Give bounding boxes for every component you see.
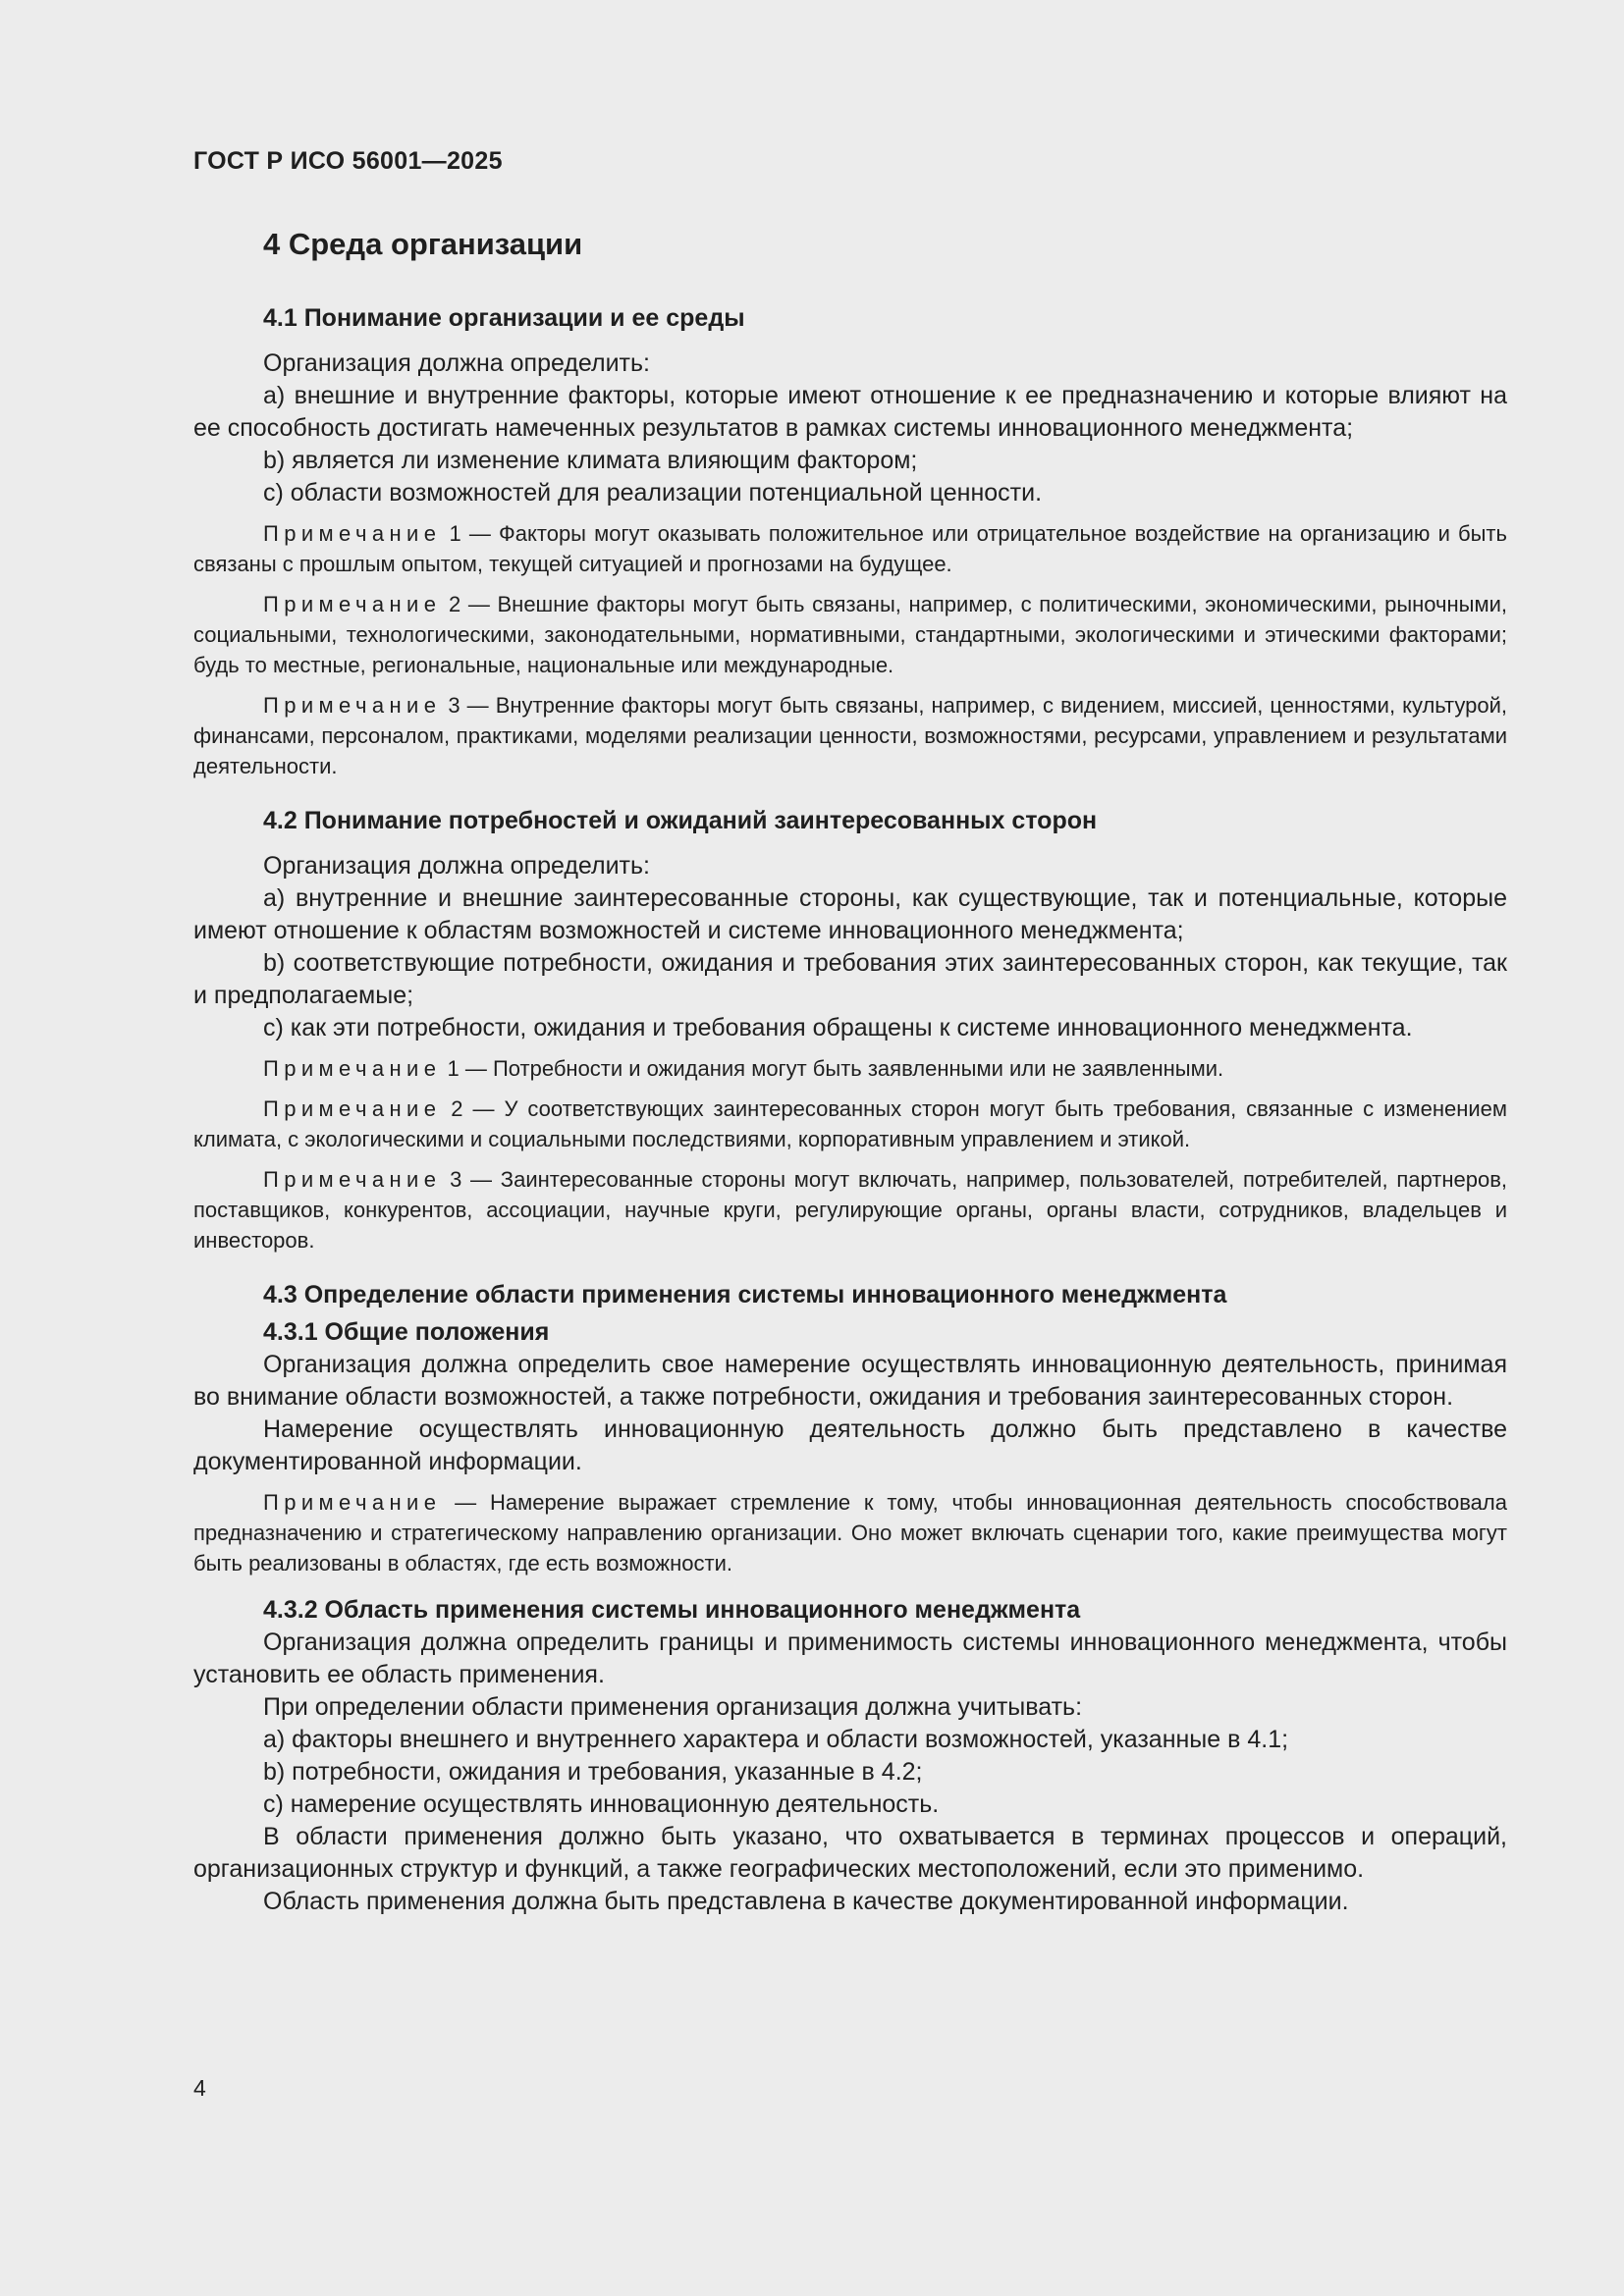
page-number: 4	[193, 2075, 206, 2101]
note-text: У соответствующих заинтересованных сторон могут быть требования, связанные с изменением климата, с экологическими и социальными последствиями, корпоративным управлением и этикой.	[193, 1096, 1507, 1151]
section-4-2-title: 4.2 Понимание потребностей и ожиданий заинтересованных сторон	[263, 807, 1098, 834]
note-label: Примечание	[263, 1096, 442, 1121]
section-4-3-2-para-4: Область применения должна быть представлена в качестве документированной информации.	[263, 1888, 1349, 1915]
note-number: 2	[451, 1096, 463, 1121]
section-4-3-1-para-1: Организация должна определить свое намерение осуществлять инновационную деятельность, принимая во внимание области возможностей, а также потребности, ожидания и требования заинтересованных сторон.	[193, 1351, 1507, 1411]
section-4-2-item-c: c) как эти потребности, ожидания и требования обращены к системе инновационного менеджмента.	[263, 1014, 1413, 1041]
section-4-3-title: 4.3 Определение области применения системы инновационного менеджмента	[263, 1281, 1227, 1308]
note-label: Примечание	[263, 1167, 442, 1192]
document-code-header: ГОСТ Р ИСО 56001—2025	[193, 147, 503, 175]
note-label: Примечание	[263, 521, 442, 546]
section-4-1-note-2: Примечание 2 — Внешние факторы могут быть связаны, например, с политическими, экономическими, рыночными, социальными, технологическими, законодательными, нормативными, стандартными, экологическими и этическими факторами; будь то местные, региональные, национальные или международные.	[193, 592, 1507, 677]
note-text: Внешние факторы могут быть связаны, например, с политическими, экономическими, рыночными, социальными, технологическими, законодательными, нормативными, стандартными, экологическими и этическими факторами; будь то местные, региональные, национальные или международные.	[193, 592, 1507, 677]
note-number: 2	[448, 592, 461, 616]
note-label: Примечание	[263, 1056, 442, 1081]
note-number: 3	[448, 693, 460, 718]
section-4-2-note-2: Примечание 2 — У соответствующих заинтересованных сторон могут быть требования, связанные с изменением климата, с экологическими и социальными последствиями, корпоративным управлением и этикой.	[193, 1096, 1507, 1151]
note-label: Примечание	[263, 693, 442, 718]
section-4-3-1-note	[193, 1487, 1507, 1578]
section-4-3-2-para-2: При определении области применения организация должна учитывать:	[263, 1693, 1083, 1721]
note-text: Внутренние факторы могут быть связаны, например, с видением, миссией, ценностями, культурой, финансами, персоналом, практиками, моделями реализации ценности, возможностями, ресурсами, управлением и результатами деятельности.	[193, 693, 1507, 778]
note-number: 3	[450, 1167, 462, 1192]
note-text: — Намерение выражает стремление к тому, чтобы инновационная деятельность способствовала предназначению и стратегическому направлению организации. Оно может включать сценарии того, какие преимущества могут быть реализованы в областях, где есть возможности.	[193, 1490, 1507, 1575]
spacer	[193, 1255, 1507, 1279]
section-4-3-2-item-b: b) потребности, ожидания и требования, указанные в 4.2;	[263, 1758, 923, 1786]
section-4-2-item-a: a) внутренние и внешние заинтересованные стороны, как существующие, так и потенциальные, которые имеют отношение к областям возможностей и системе инновационного менеджмента;	[193, 884, 1507, 944]
section-4-3-2-para-1: Организация должна определить границы и применимость системы инновационного менеджмента, чтобы установить ее область применения.	[193, 1629, 1507, 1688]
section-4-2-note-1: Примечание 1 — Потребности и ожидания могут быть заявленными или не заявленными.	[263, 1056, 1224, 1081]
section-4-2-intro: Организация должна определить:	[263, 852, 650, 880]
note-text: Заинтересованные стороны могут включать, например, пользователей, потребителей, партнеров, поставщиков, конкурентов, ассоциации, научные круги, регулирующие органы, органы власти, сотрудников, владельцев и инвесторов.	[193, 1167, 1507, 1253]
section-4-1-item-c: c) области возможностей для реализации потенциальной ценности.	[263, 479, 1043, 507]
section-4-2-item-b: b) соответствующие потребности, ожидания и требования этих заинтересованных сторон, как текущие, так и предполагаемые;	[193, 949, 1507, 1009]
section-4-1-item-b: b) является ли изменение климата влияющим фактором;	[263, 447, 918, 474]
spacer	[193, 781, 1507, 805]
note-text: Факторы могут оказывать положительное или отрицательное воздействие на организацию и быть связаны с прошлым опытом, текущей ситуацией и прогнозами на будущее.	[193, 521, 1507, 576]
note-number: 1	[447, 1056, 460, 1081]
note-label: Примечание	[263, 1490, 442, 1515]
section-4-3-2-item-a: a) факторы внешнего и внутреннего характера и области возможностей, указанные в 4.1;	[263, 1726, 1289, 1753]
spacer	[193, 1578, 1507, 1594]
section-4-3-2-para-3: В области применения должно быть указано, что охватывается в терминах процессов и операций, организационных структур и функций, а также географических местоположений, если это применимо.	[193, 1823, 1507, 1883]
section-4-1-intro: Организация должна определить:	[263, 349, 650, 377]
section-4-3-2-item-c: c) намерение осуществлять инновационную деятельность.	[263, 1790, 940, 1818]
section-4-3-1-para-2: Намерение осуществлять инновационную деятельность должно быть представлено в качестве документированной информации.	[193, 1415, 1507, 1475]
section-4-title: 4 Среда организации	[263, 227, 583, 261]
note-number: 1	[449, 521, 461, 546]
section-4-2-note-3: Примечание 3 — Заинтересованные стороны могут включать, например, пользователей, потребителей, партнеров, поставщиков, конкурентов, ассоциации, научные круги, регулирующие органы, органы власти, сотрудников, владельцев и инвесторов.	[193, 1167, 1507, 1253]
section-4-1-note-3: Примечание 3 — Внутренние факторы могут быть связаны, например, с видением, миссией, ценностями, культурой, финансами, персоналом, практиками, моделями реализации ценности, возможностями, ресурсами, управлением и результатами деятельности.	[193, 693, 1507, 778]
note-text: Потребности и ожидания могут быть заявленными или не заявленными.	[492, 1056, 1224, 1081]
note-label: Примечание	[263, 592, 442, 616]
section-4-1-item-a: a) внешние и внутренние факторы, которые имеют отношение к ее предназначению и которые влияют на ее способность достигать намеченных результатов в рамках системы инновационного менеджмента;	[193, 382, 1507, 442]
section-4-3-1-title: 4.3.1 Общие положения	[263, 1318, 550, 1346]
page-content	[193, 226, 1507, 1918]
section-4-1-note-1: Примечание 1 — Факторы могут оказывать положительное или отрицательное воздействие на организацию и быть связаны с прошлым опытом, текущей ситуацией и прогнозами на будущее.	[193, 521, 1507, 576]
section-4-3-2-title: 4.3.2 Область применения системы инновационного менеджмента	[263, 1596, 1081, 1624]
section-4-1-title: 4.1 Понимание организации и ее среды	[263, 304, 745, 332]
